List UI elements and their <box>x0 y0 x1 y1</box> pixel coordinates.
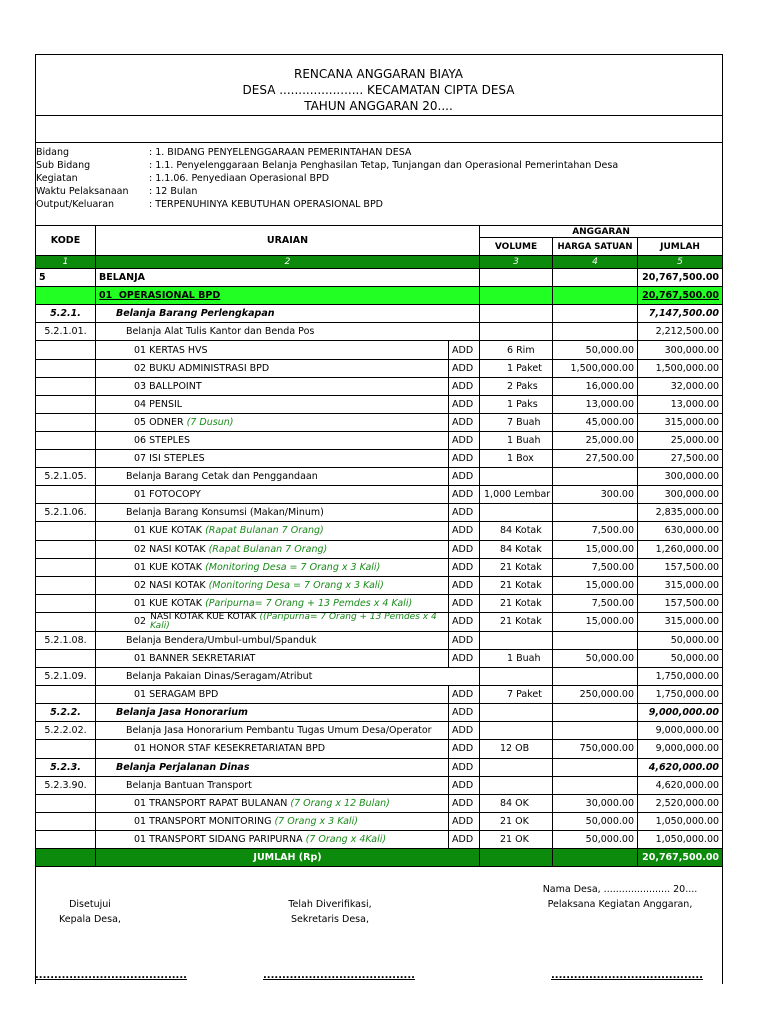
total-row: JUMLAH (Rp) 20,767,500.00 <box>36 849 723 867</box>
atk-items <box>36 341 723 468</box>
table-row: 5.2.1.06. Belanja Barang Konsumsi (Makan/Minum) ADD 2,835,000.00 <box>36 504 723 522</box>
table-row: 01 TRANSPORT RAPAT BULANAN (7 Orang x 12 Bulan) ADD 84 OK 30,000.00 2,520,000.00 <box>36 794 723 812</box>
table-row: 02 BUKU ADMINISTRASI BPD ADD 1 Paket 1,500,000.00 1,500,000.00 <box>36 359 723 377</box>
table-row: 01 HONOR STAF KESEKRETARIATAN BPD ADD 12 OB 750,000.00 9,000,000.00 <box>36 740 723 758</box>
info-row: Bidang : 1. BIDANG PENYELENGGARAAN PEMERINTAHAN DESA <box>36 147 412 158</box>
table-row: 5.2.3.90. Belanja Bantuan Transport ADD 4,620,000.00 <box>36 776 723 794</box>
desa-line: DESA ...................... KECAMATAN CIPTA DESA <box>242 83 515 97</box>
table-row: 01 TRANSPORT SIDANG PARIPURNA (7 Orang x 4Kali) ADD 21 OK 50,000.00 1,050,000.00 <box>36 830 723 848</box>
table-row: 5.2.1.09. Belanja Pakaian Dinas/Seragam/Atribut 1,750,000.00 <box>36 668 723 686</box>
table-row: 5.2.1.05. Belanja Barang Cetak dan Penggandaan ADD 300,000.00 <box>36 468 723 486</box>
table-row: 04 PENSIL ADD 1 Paks 13,000.00 13,000.00 <box>36 395 723 413</box>
table-row: 5.2.1. Belanja Barang Perlengkapan 7,147,500.00 <box>36 305 723 323</box>
table-row: 01 SERAGAM BPD ADD 7 Paket 250,000.00 1,750,000.00 <box>36 686 723 704</box>
table-row: 03 BALLPOINT ADD 2 Paks 16,000.00 32,000.00 <box>36 377 723 395</box>
table-row: 01 KUE KOTAK (Monitoring Desa = 7 Orang x 3 Kali) ADD 21 Kotak 7,500.00 157,500.00 <box>36 558 723 576</box>
table-row: 01 KUE KOTAK (Rapat Bulanan 7 Orang) ADD 84 Kotak 7,500.00 630,000.00 <box>36 522 723 540</box>
table-header <box>36 226 723 238</box>
signature-line-middle: ........................................ <box>263 970 415 981</box>
signature-line-left: ........................................ <box>35 970 187 981</box>
budget-table <box>35 225 723 867</box>
signature-kepala-desa: Disetujui Kepala Desa, <box>59 899 121 925</box>
table-row: 01 OPERASIONAL BPD 20,767,500.00 <box>36 287 723 305</box>
document-title <box>35 66 722 114</box>
table-row: 07 ISI STEPLES ADD 1 Box 27,500.00 27,500.00 <box>36 450 723 468</box>
table-row: 5.2.2. Belanja Jasa Honorarium ADD 9,000,000.00 <box>36 704 723 722</box>
col-volume: VOLUME <box>480 238 553 256</box>
table-row: 5 BELANJA 20,767,500.00 <box>36 269 723 287</box>
tahun-line: TAHUN ANGGARAN 20.... <box>304 99 453 113</box>
title: RENCANA ANGGARAN BIAYA <box>294 67 463 81</box>
divider <box>35 142 722 143</box>
top-border <box>35 54 722 55</box>
table-row: 5.2.3. Belanja Perjalanan Dinas ADD 4,620,000.00 <box>36 758 723 776</box>
transport-items <box>36 794 723 848</box>
table-row: 02 NASI KOTAK (Rapat Bulanan 7 Orang) ADD 84 Kotak 15,000.00 1,260,000.00 <box>36 540 723 558</box>
konsumsi-items <box>36 522 723 612</box>
table-row: 01 KUE KOTAK (Paripurna= 7 Orang + 13 Pemdes x 4 Kali) ADD 21 Kotak 7,500.00 157,500.00 <box>36 594 723 612</box>
table-row: 02 NASI KOTAK KUE KOTAK ((Paripurna= 7 Orang + 13 Pemdes x 4 Kali) ADD 21 Kotak 15,000.00 315,000.00 <box>36 612 723 631</box>
divider <box>35 115 722 116</box>
info-row: Output/Keluaran : TERPENUHINYA KEBUTUHAN OPERASIONAL BPD <box>36 199 383 210</box>
table-row: 05 ODNER (7 Dusun) ADD 7 Buah 45,000.00 315,000.00 <box>36 413 723 431</box>
table-row: 5.2.2.02. Belanja Jasa Honorarium Pembantu Tugas Umum Desa/Operator ADD 9,000,000.00 <box>36 722 723 740</box>
info-row: Waktu Pelaksanaan : 12 Bulan <box>36 186 198 197</box>
table-row: 5.2.1.01. Belanja Alat Tulis Kantor dan Benda Pos 2,212,500.00 <box>36 323 723 341</box>
activity-info <box>36 146 618 211</box>
table-row: 06 STEPLES ADD 1 Buah 25,000.00 25,000.00 <box>36 431 723 449</box>
info-row: Sub Bidang : 1.1. Penyelenggaraan Belanja Penghasilan Tetap, Tunjangan dan Operasional Pemerintahan Desa <box>36 160 619 171</box>
column-index-row: 1 2 3 4 5 <box>36 256 723 269</box>
col-uraian: URAIAN <box>96 226 480 256</box>
signature-sekretaris-desa: Telah Diverifikasi, Sekretaris Desa, <box>288 899 372 925</box>
col-harga-satuan: HARGA SATUAN <box>553 238 638 256</box>
table-row: 01 TRANSPORT MONITORING (7 Orang x 3 Kali) ADD 21 OK 50,000.00 1,050,000.00 <box>36 812 723 830</box>
table-row: 5.2.1.08. Belanja Bendera/Umbul-umbul/Spanduk ADD 50,000.00 <box>36 631 723 649</box>
col-anggaran: ANGGARAN <box>480 226 723 238</box>
col-jumlah: JUMLAH <box>638 238 723 256</box>
col-kode: KODE <box>36 226 96 256</box>
table-row: 01 BANNER SEKRETARIAT ADD 1 Buah 50,000.00 50,000.00 <box>36 649 723 667</box>
table-row: 01 KERTAS HVS ADD 6 Rim 50,000.00 300,000.00 <box>36 341 723 359</box>
info-row: Kegiatan : 1.1.06. Penyediaan Operasional BPD <box>36 173 330 184</box>
table-row: 01 FOTOCOPY ADD 1,000 Lembar 300.00 300,000.00 <box>36 486 723 504</box>
signature-line-right: ........................................ <box>551 970 703 981</box>
table-row: 02 NASI KOTAK (Monitoring Desa = 7 Orang x 3 Kali) ADD 21 Kotak 15,000.00 315,000.00 <box>36 576 723 594</box>
signature-pelaksana: Nama Desa, ...................... 20.... Pelaksana Kegiatan Anggaran, <box>542 884 698 910</box>
